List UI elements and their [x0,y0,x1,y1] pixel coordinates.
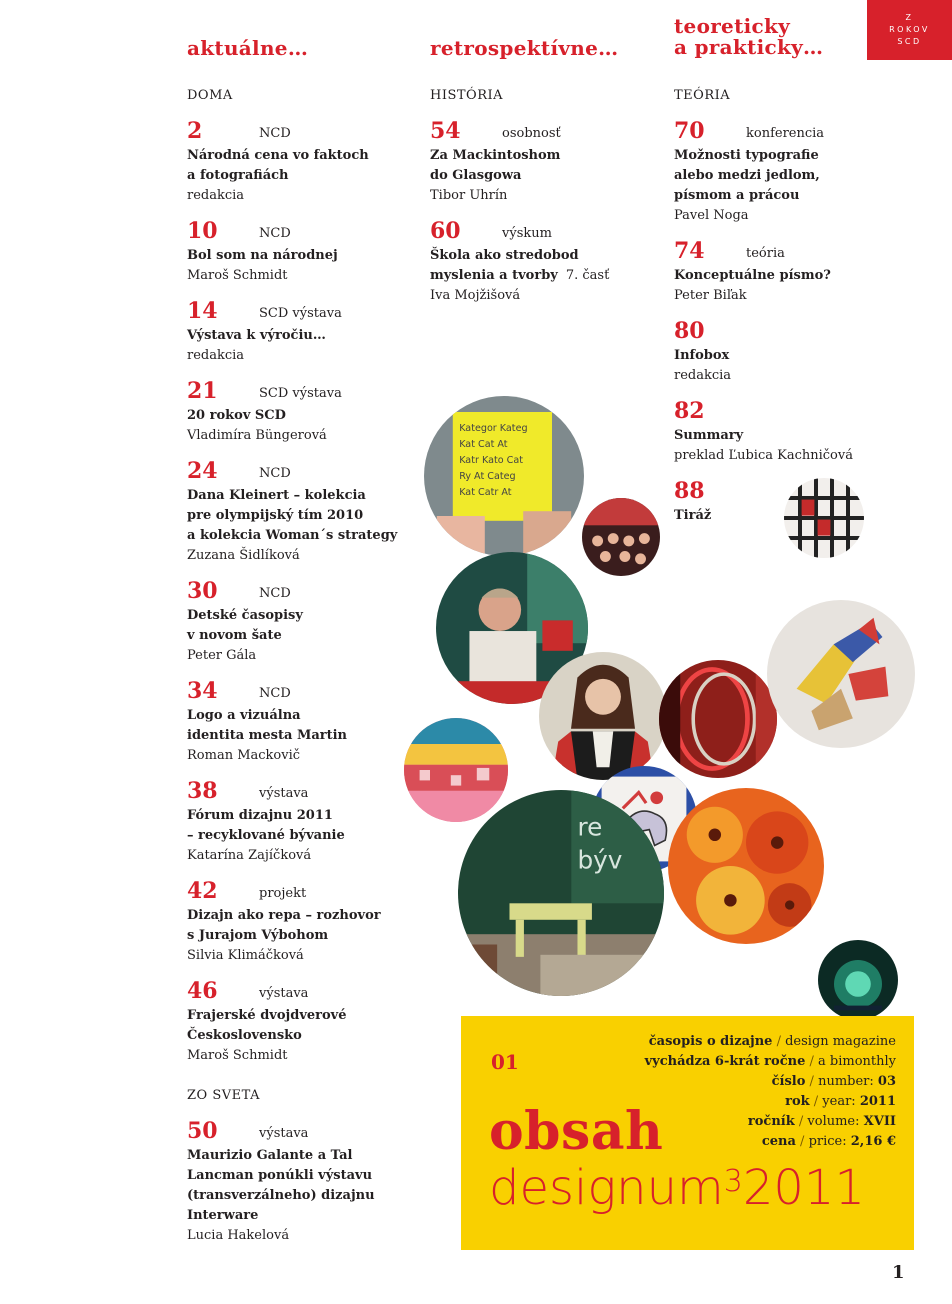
category-label: osobnosť [502,126,561,141]
article-title-line [187,626,427,646]
article-title-text: a kolekcia Woman´s strategy [187,528,398,543]
toc-entry-head [187,980,427,1006]
toc-entry[interactable] [187,680,427,766]
contents-heading: obsah [489,1101,664,1162]
svg-text:Ry At Categ: Ry At Categ [459,471,516,483]
photo-grid-pattern [784,478,864,558]
page-ref-number: 70 [674,118,705,144]
article-title-text: v novom šate [187,628,282,643]
article-title-line [187,706,427,726]
article-title-line [430,146,670,166]
article-title-text: Dizajn ako repa – rozhovor [187,908,381,923]
article-title-line [674,166,914,186]
toc-entry-head [674,120,914,146]
toc-entry-head [430,220,670,246]
toc-entry[interactable] [430,220,670,306]
article-title-line [187,606,427,626]
category-label: NCD [259,586,291,601]
article-title-text: Konceptuálne písmo? [674,268,831,283]
info-separator: / [805,1074,819,1089]
photo-exhibition-table [458,790,664,996]
info-value: 2011 [859,1094,896,1109]
article-title-text: 20 rokov SCD [187,408,286,423]
article-title-text: s Jurajom Výbohom [187,928,329,943]
photo-green-lamp [818,940,898,1020]
article-title-text: alebo medzi jedlom, [674,168,820,183]
article-title-line [674,346,914,366]
toc-entry[interactable] [674,240,914,306]
magazine-info-box [461,1016,914,1250]
category-label: výstava [259,1126,309,1141]
magazine-info-line [645,1072,896,1092]
article-title-text: Infobox [674,348,730,363]
info-key: cena [761,1134,796,1149]
category-label: výstava [259,986,309,1001]
toc-entry-head [187,580,427,606]
category-label: konferencia [746,126,825,141]
svg-text:re: re [577,812,603,842]
article-title-line [430,266,670,286]
info-key: číslo [771,1074,806,1089]
toc-entry[interactable] [430,120,670,206]
article-title-line [674,146,914,166]
magazine-name: designum [489,1160,724,1216]
article-title-line [187,486,427,506]
info-key: rok [785,1094,810,1109]
article-title-text: Frajerské dvojdverové [187,1008,347,1023]
info-english: price: [808,1134,847,1149]
category-label: teória [746,246,785,261]
article-title-line [187,826,427,846]
article-title-text: Fórum dizajnu 2011 [187,808,333,823]
page-ref-number: 46 [187,978,218,1004]
article-title-line [187,1206,427,1226]
photo-audience [582,498,660,576]
photo-pixel-textile [404,718,508,822]
category-label: projekt [259,886,307,901]
info-separator: / [794,1114,808,1129]
scd-anniversary-badge [867,0,952,60]
section-zo-sveta: ZO SVETA [187,1088,260,1103]
info-value: 03 [877,1074,896,1089]
toc-entry-head [187,780,427,806]
article-title-text: Výstava k výročiu… [187,328,326,343]
article-title-text: Za Mackintoshom [430,148,561,163]
magazine-year: 2011 [742,1160,865,1216]
article-title-text: Lancman ponúkli výstavu [187,1168,373,1183]
section-teoria: TEÓRIA [674,88,731,103]
article-title-text: – recyklované bývanie [187,828,345,843]
article-title-line [674,426,914,446]
svg-text:Katr Kato Cat: Katr Kato Cat [459,455,523,467]
section-doma: DOMA [187,88,233,103]
info-value: 2,16 € [850,1134,896,1149]
badge-line3: SCD [897,37,922,46]
page-ref-number: 88 [674,478,705,504]
article-title-text: Detské časopisy [187,608,303,623]
article-title-line [187,806,427,826]
category-label: NCD [259,226,291,241]
article-title-text: Bol som na národnej [187,248,338,263]
category-label: výstava [259,786,309,801]
info-english: a bimonthly [818,1054,896,1069]
page-ref-number: 50 [187,1118,218,1144]
article-author: Roman Mackovič [187,748,301,763]
toc-entry[interactable] [674,320,914,386]
photo-red-hoops [659,660,777,778]
svg-text:Kategor Kateg: Kategor Kateg [459,423,528,435]
article-title-line [187,1186,427,1206]
article-author: Tibor Uhrín [430,188,508,203]
article-title-text: Dana Kleinert – kolekcia [187,488,366,503]
toc-entry-head [187,220,427,246]
article-title-text: pre olympijský tím 2010 [187,508,364,523]
svg-text:Kat Catr At: Kat Catr At [459,487,512,499]
page-ref-number: 42 [187,878,218,904]
article-title-line [187,326,427,346]
article-title-text: Škola ako stredobod [430,248,579,263]
article-title-line [187,506,427,526]
article-title-text: Logo a vizuálna [187,708,301,723]
article-part-label: 7. časť [565,268,610,283]
info-key: časopis o dizajne [648,1034,773,1049]
category-label: SCD výstava [259,306,342,321]
magazine-title [489,1162,865,1214]
article-title-text: myslenia a tvorby [430,268,558,283]
article-title-line [187,1026,427,1046]
toc-entry-head [674,240,914,266]
toc-entry[interactable] [187,380,427,446]
toc-entry-head [187,460,427,486]
article-title-line [430,246,670,266]
toc-entry-head [674,400,914,426]
toc-entry[interactable] [674,120,914,226]
article-title-text: Maurizio Galante a Tal [187,1148,353,1163]
magazine-info-line [645,1092,896,1112]
article-title-line [674,186,914,206]
info-value: XVII [863,1114,896,1129]
column-title-theory-line1: teoreticky [674,14,791,38]
article-title-line [187,166,427,186]
page-ref-number: 34 [187,678,218,704]
article-author: Lucia Hakelová [187,1228,290,1243]
toc-entry[interactable] [187,120,427,206]
info-separator: / [772,1034,786,1049]
info-english: design magazine [785,1034,896,1049]
info-english: number: [818,1074,874,1089]
photo-orange-glass [668,788,824,944]
issue-number: 01 [491,1050,519,1074]
article-title-line [674,266,914,286]
column-title-retrospective: retrospektívne… [430,36,619,60]
article-author: redakcia [187,348,245,363]
toc-entry[interactable] [187,1120,427,1246]
article-title-text: písmom a prácou [674,188,800,203]
svg-text:Kat Cat At: Kat Cat At [459,439,508,451]
article-title-line [187,726,427,746]
toc-entry-head [674,320,914,346]
info-key: ročník [747,1114,795,1129]
page-ref-number: 60 [430,218,461,244]
category-label: NCD [259,686,291,701]
column-title-current: aktuálne… [187,36,309,60]
toc-entry-head [187,880,427,906]
category-label: NCD [259,126,291,141]
page-ref-number: 21 [187,378,218,404]
article-title-text: Interware [187,1208,259,1223]
article-title-text: do Glasgowa [430,168,522,183]
page-ref-number: 30 [187,578,218,604]
column-title-theory-line2: a prakticky… [674,35,824,59]
toc-entry[interactable] [187,780,427,866]
article-title-text: Národná cena vo faktoch [187,148,369,163]
article-title-text: Možnosti typografie [674,148,819,163]
article-title-text: identita mesta Martin [187,728,348,743]
toc-entry[interactable] [187,580,427,666]
toc-entry-head [187,300,427,326]
page-ref-number: 74 [674,238,705,264]
toc-entry[interactable] [187,220,427,286]
article-author: Katarína Zajíčková [187,848,312,863]
article-author: redakcia [187,188,245,203]
issue-superscript: 3 [723,1164,743,1199]
info-english: volume: [807,1114,860,1129]
magazine-info-line [645,1132,896,1152]
article-author: redakcia [674,368,732,383]
category-label: NCD [259,466,291,481]
article-title-line [187,1146,427,1166]
magazine-info-line [645,1032,896,1052]
toc-entry-head [187,680,427,706]
page-ref-number: 80 [674,318,705,344]
article-title-text: a fotografiách [187,168,289,183]
photo-yellow-poster [424,396,584,556]
article-author: Iva Mojžišová [430,288,521,303]
category-label: výskum [502,226,552,241]
info-english: year: [822,1094,856,1109]
info-key: vychádza 6-krát ročne [644,1054,806,1069]
article-author: Maroš Schmidt [187,1048,288,1063]
article-title-line [187,406,427,426]
article-title-line [187,526,427,546]
page-ref-number: 14 [187,298,218,324]
badge-line2: ROKOV [889,25,930,34]
article-title-line [187,246,427,266]
article-author: Zuzana Šidlíková [187,548,300,563]
toc-entry[interactable] [187,460,427,566]
article-title-text: Československo [187,1028,302,1043]
page-ref-number: 10 [187,218,218,244]
photo-woman [539,652,667,780]
page-ref-number: 2 [187,118,203,144]
article-title-line [187,926,427,946]
magazine-info-line [645,1052,896,1072]
toc-entry-head [187,380,427,406]
svg-text:býv: býv [577,845,623,875]
info-separator: / [809,1094,823,1109]
toc-entry[interactable] [674,400,914,466]
page-ref-number: 38 [187,778,218,804]
article-author: Peter Gála [187,648,257,663]
toc-entry[interactable] [187,300,427,366]
photo-abstract-figure [767,600,915,748]
info-separator: / [795,1134,809,1149]
article-title-line [187,906,427,926]
article-title-text: Summary [674,428,744,443]
article-title-line [187,1166,427,1186]
magazine-info-list [645,1032,896,1152]
article-author: Maroš Schmidt [187,268,288,283]
magazine-info-line [645,1112,896,1132]
article-author: Vladimíra Büngerová [187,428,327,443]
article-title-text: Tiráž [674,508,712,523]
info-separator: / [805,1054,818,1069]
column-title-theory [674,16,823,58]
article-author: Peter Biľak [674,288,747,303]
article-author: Silvia Klimáčková [187,948,304,963]
article-title-line [430,166,670,186]
page-ref-number: 54 [430,118,461,144]
page-ref-number: 24 [187,458,218,484]
section-historia: HISTÓRIA [430,88,504,103]
article-title-text: (transverzálneho) dizajnu [187,1188,375,1203]
toc-entry[interactable] [187,880,427,966]
article-author: preklad Ľubica Kachničová [674,448,853,463]
toc-entry-head [430,120,670,146]
toc-entry-head [187,120,427,146]
page-number: 1 [892,1262,905,1283]
badge-line1: Z [905,13,914,22]
toc-entry-head [187,1120,427,1146]
article-title-line [187,1006,427,1026]
article-author: Pavel Noga [674,208,749,223]
page-ref-number: 82 [674,398,705,424]
article-title-line [187,146,427,166]
category-label: SCD výstava [259,386,342,401]
toc-entry[interactable] [187,980,427,1066]
